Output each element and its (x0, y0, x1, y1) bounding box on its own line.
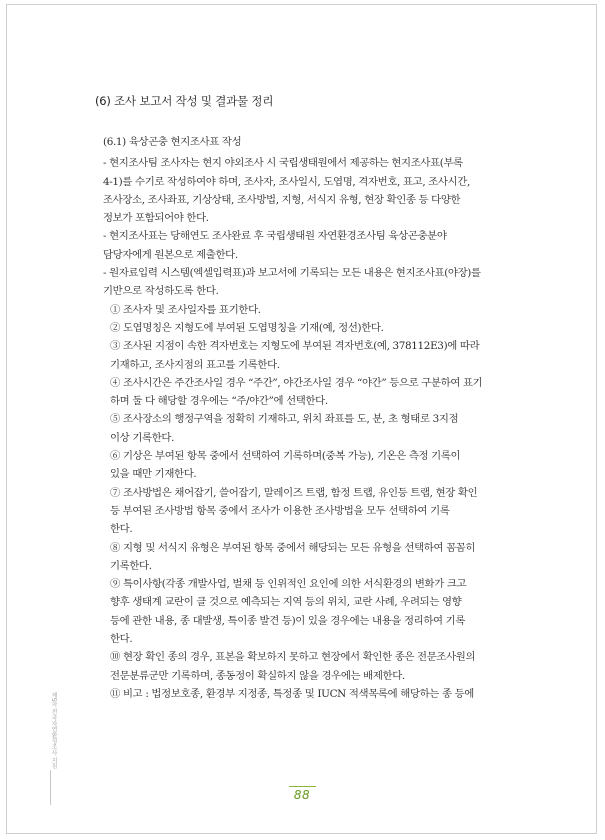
numbered-item (103, 410, 525, 447)
text-line: 이상 기록한다. (110, 431, 175, 444)
text-line: - 현지조사표는 당해연도 조사완료 후 국립생태원 자연환경조사팀 육상곤충분야 (103, 230, 447, 243)
numbered-item (103, 648, 525, 685)
text-line: 한다. (110, 523, 133, 536)
page-number-rule (289, 786, 316, 787)
body-content (103, 133, 525, 703)
bullet-paragraph (103, 264, 525, 301)
text-line: 4-1)를 수기로 작성하여야 하며, 조사자, 조사일시, 도엽명, 격자번호, 표고, 조사시간, (103, 175, 470, 188)
text-line: 정보가 포함되어야 한다. (103, 212, 209, 225)
text-line: 기재하고, 조사지점의 표고를 기록한다. (110, 358, 280, 371)
numbered-item (103, 374, 525, 411)
text-line: 기반으로 작성하도록 한다. (103, 285, 219, 298)
numbered-item (103, 685, 525, 703)
paragraph-list (103, 154, 525, 703)
text-line: 하며 둘 다 해당할 경우에는 “주/야간”에 선택한다. (110, 395, 328, 408)
numbered-item (103, 539, 525, 576)
text-line: ⑩ 현장 확인 종의 경우, 표본을 확보하지 못하고 현장에서 확인한 종은 전문조사원의 (110, 651, 476, 664)
text-line: 있을 때만 기재한다. (110, 468, 197, 481)
text-line: 조사장소, 조사좌표, 기상상태, 조사방법, 지형, 서식지 유형, 현장 확인종 등 다양한 (103, 193, 461, 206)
text-line: ⑥ 기상은 부여된 항목 중에서 선택하여 기록하며(중복 가능), 기온은 측정 기록이 (110, 450, 461, 463)
text-line: ⑦ 조사방법은 채어잡기, 쓸어잡기, 말레이즈 트랩, 함정 트랩, 유인등 트랩, 현장 확인 (110, 486, 478, 499)
text-line: 한다. (110, 633, 133, 646)
text-line: ⑧ 지형 및 서식지 유형은 부여된 항목 중에서 해당되는 모든 유형을 선택하여 꼼꼼히 (110, 541, 476, 554)
numbered-item (103, 301, 525, 319)
bullet-paragraph (103, 227, 525, 264)
sidebar-divider (50, 770, 51, 805)
text-line: ⑨ 특이사항(각종 개발사업, 벌채 등 인위적인 요인에 의한 서식환경의 변화가 크고 (110, 578, 467, 591)
text-line: 전문분류군만 기록하며, 종동정이 확실하지 않을 경우에는 배제한다. (110, 669, 405, 682)
text-line: 등 부여된 조사방법 항목 중에서 조사가 이용한 조사방법을 모두 선택하여 기록 (110, 504, 450, 517)
text-line: ⑪ 비고 : 법정보호종, 환경부 지정종, 특정종 및 IUCN 적색목록에 해당하는 종 등에 (110, 687, 474, 700)
bullet-paragraph (103, 154, 525, 227)
subsection-title: (6.1) 육상곤충 현지조사표 작성 (103, 136, 242, 148)
text-line: 등에 관한 내용, 종 대발생, 특이종 발견 등)이 있을 경우에는 내용을 정리하여 기록 (110, 614, 466, 627)
text-line: 담당자에게 원본으로 제출한다. (103, 248, 238, 261)
numbered-item (103, 484, 525, 539)
numbered-item (103, 447, 525, 484)
running-sidebar-title: 제5차 전국자연환경조사 지침 (50, 692, 57, 769)
numbered-item (103, 319, 525, 337)
text-line: 향후 생태계 교란이 클 것으로 예측되는 지역 등의 위치, 교란 사례, 우려되는 영향 (110, 596, 462, 609)
text-line: ② 도엽명칭은 지형도에 부여된 도엽명칭을 기재(예, 정선)한다. (110, 321, 384, 334)
text-line: ③ 조사된 지점이 속한 격자번호는 지형도에 부여된 격자번호(예, 378112E3)에 따라 (110, 340, 480, 353)
numbered-item (103, 575, 525, 648)
text-line: - 현지조사팀 조사자는 현지 야외조사 시 국립생태원에서 제공하는 현지조사표(부록 (103, 157, 463, 170)
page-number: 88 (293, 788, 311, 802)
numbered-item (103, 337, 525, 374)
section-title: (6) 조사 보고서 작성 및 결과물 정리 (95, 94, 274, 108)
text-line: - 원자료입력 시스템(엑셀입력표)과 보고서에 기록되는 모든 내용은 현지조사표(야장)를 (103, 267, 481, 280)
text-line: ④ 조사시간은 주간조사일 경우 “주간”, 야간조사일 경우 “야간” 등으로 구분하여 표기 (110, 376, 483, 389)
text-line: 기록한다. (110, 559, 152, 572)
text-line: ① 조사자 및 조사일자를 표기한다. (110, 303, 261, 316)
text-line: ⑤ 조사장소의 행정구역을 정확히 기재하고, 위치 좌표를 도, 분, 초 형태로 3지점 (110, 413, 459, 426)
